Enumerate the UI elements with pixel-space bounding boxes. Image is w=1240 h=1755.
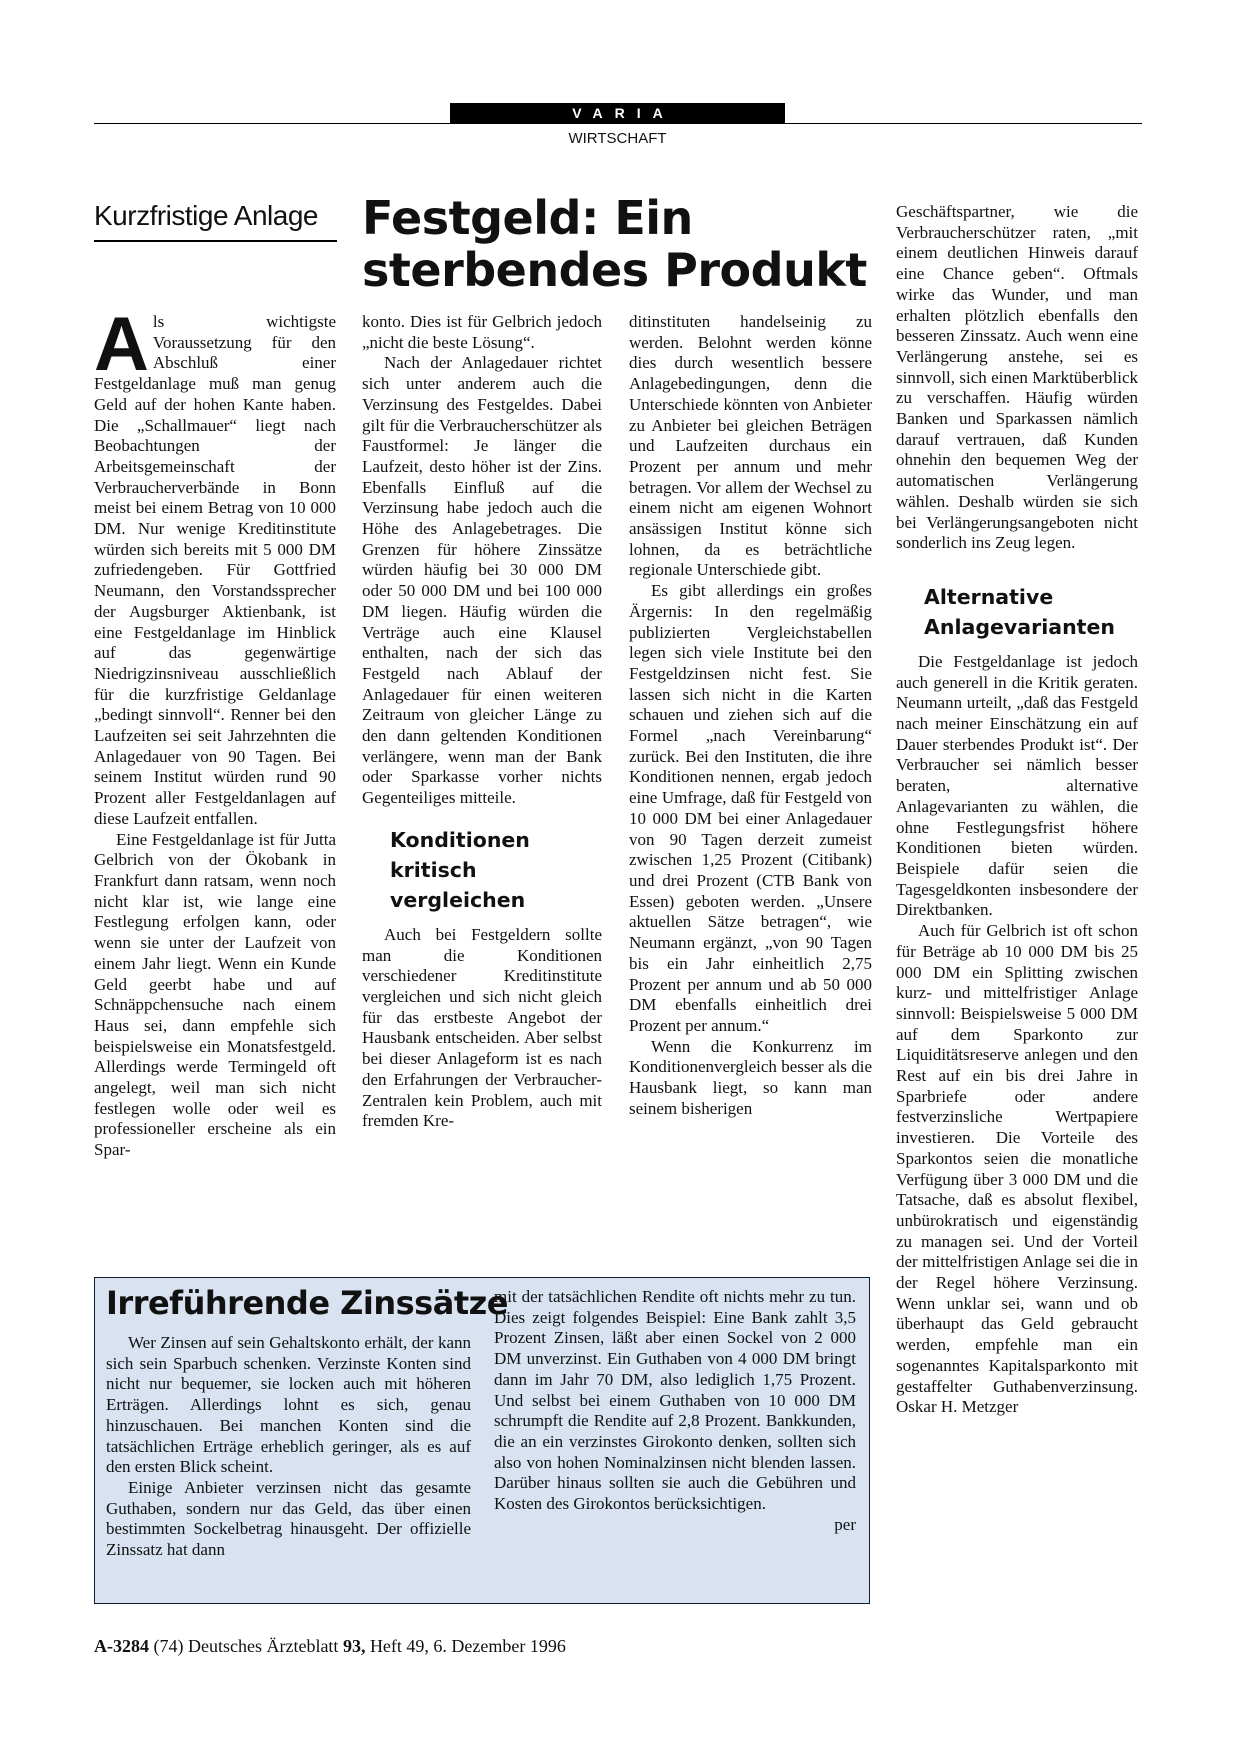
article-column-4 [896,202,1138,1418]
article-paragraph: Die Festgeldanlage ist jedoch auch generell in die Kritik geraten. Neumann urteilt, „daß das Festgeld nach meiner Einschätzung ein auf Dauer sterbendes Produkt ist“. Der Verbraucher sei nämlich besser beraten, alternative Anlagevarianten zu wählen, die ohne Festlegungsfrist höhere Konditionen bieten würden. Beispiele dafür seien die Tagesgeldkonten insbesondere der Direktbanken. [896,651,1138,920]
header-rule [94,123,1142,124]
page-footer [94,1636,566,1657]
info-box-title: Irreführende Zinssätze [106,1284,508,1322]
info-box-signature: per [834,1514,856,1534]
article-paragraph: Es gibt allerdings ein großes Ärgernis: In den regelmäßig publizierten Vergleichstabellen legen sich viele Institute bei den Festgeldzinsen nicht fest. Sie lassen sich nicht in die Karten schauen und ziehen sich auf die Formel „nach Vereinbarung“ zurück. Bei den Instituten, die ihre Konditionen nennen, ergab jedoch eine Umfrage, daß für Festgeld von 10 000 DM bei einer Anlagedauer von 90 Tagen derzeit zumeist zwischen 1,25 Prozent (Citibank) und drei Prozent (CTB Bank von Essen) geboten werden. „Unsere aktuellen Sätze betragen“, wie Neumann ergänzt, „von 90 Tagen bis ein Jahr einheitlich 2,75 Prozent per annum und ab 50 000 DM ebenfalls einheitlich drei Prozent per annum.“ [629,581,872,1035]
paragraph-text: Auch für Gelbrich ist oft schon für Beträge ab 10 000 DM bis 25 000 DM ein Splitting zwischen kurz- und mittelfristiger Anlage sinnvoll: Beispielsweise 5 000 DM auf dem Sparkonto zur Liquiditätsreserve anlegen und den Rest auf ein bis drei Jahre in Sparbriefe oder andere festverzinsliche Wertpapiere investieren. Die Vorteile des Sparkontos seien die monatliche Verfügung über 3 000 DM und die Tatsache, daß es absolut flexibel, unbürokratisch und eigenständig zu managen sei. Und der Vorteil der mittelfristigen Anlage sei die in der Regel höhere Verzinsung. Wenn unklar sei, wann und ob überhaupt das Geld gebraucht werden, empfehle man ein sogenanntes Kapitalsparkonto mit gestaffelter Guthabenverzinsung. [896,921,1138,1396]
author-byline: Oskar H. Metzger [896,1397,1019,1417]
article-paragraph: Eine Festgeldanlage ist für Jutta Gelbrich von der Ökobank in Frankfurt dann ratsam, wenn noch nicht klar ist, wie lange eine Festlegung erfolgen kann, oder wenn sie unter der Laufzeit von einem Jahr liegt. Wenn ein Kunde Geld geerbt habe und auf Schnäppchensuche nach einem Haus sei, dann empfehle sich beispielsweise ein Monatsfestgeld. Allerdings werde Termingeld oft angelegt, weil man sich nicht festlegen wolle oder weil es professioneller erscheine als ein Spar- [94,829,336,1160]
headline-line-2: sterbendes Produkt [362,243,867,297]
subheading: Konditionen kritisch vergleichen [390,827,530,912]
info-box-paragraph: mit der tatsächlichen Rendite oft nichts mehr zu tun. Dies zeigt folgendes Beispiel: Eine Bank zahlt 3,5 Prozent Zinsen, läßt aber einen Sockel von 2 000 DM unverzinst. Ein Guthaben von 4 000 DM bringt dann im Jahr 70 DM, also lediglich 1,75 Prozent. Und selbst bei einem Guthaben von 10 000 DM schrumpft die Rendite auf 2,8 Prozent. Bankkunden, die an ein verzinstes Girokonto denken, sollten sich also von hohen Nominalzinsen nicht blenden lassen. Darüber hinaus sollten sie auch die Gebühren und Kosten des Girokontos berücksichtigen. [494,1287,856,1514]
footer-volume: 93, [342,1636,366,1656]
article-paragraph [94,302,336,830]
article-paragraph: ditinstituten handelseinig zu werden. Belohnt werden könne dies durch wesentlich bessere Anlagebedingungen, denn die Unterschiede könnten von Anbieter zu Anbieter bei gleichen Beträgen und Laufzeiten durchaus ein Prozent per annum und mehr betragen. Vor allem der Wechsel zu einem nicht am eigenen Wohnort ansässigen Institut könne sich lohnen, da es beträchtliche regionale Unterschiede gibt. [629,312,872,580]
info-box-column-1 [106,1333,471,1561]
article-paragraph: Auch bei Festgeldern sollte man die Konditionen verschiedener Kreditinstitute vergleichen und sich nicht gleich für das erstbeste Angebot der Hausbank entscheiden. Aber selbst bei dieser Anlageform ist es nach den Erfahrungen der Verbraucher-Zentralen kein Problem, auch mit fremden Kre- [362,924,602,1131]
paragraph-text: ls wichtigste Voraussetzung für den Abschluß einer Festgeldanlage muß man genug Geld auf der hohen Kante haben. Die „Schallmauer“ liegt nach Beobachtungen der Arbeitsgemeinschaft der Verbraucherverbände in Bonn meist bei einem Betrag von 10 000 DM. Nur wenige Kreditinstitute würden sich bereits mit 5 000 DM zufriedengeben. Für Gottfried Neumann, den Vorstandssprecher der Augsburger Aktienbank, ist eine Festgeldanlage im Hinblick auf das gegenwärtige Niedrigzinsniveau ausschließlich für die kurzfristige Geldanlage „bedingt sinnvoll“. Renner bei den Laufzeiten sei seit Jahrzehnten die Anlagedauer von 90 Tagen. Bei seinem Institut würden rund 90 Prozent aller Festgeldanlagen auf diese Laufzeit entfallen. [94,312,336,828]
article-paragraph: Nach der Anlagedauer richtet sich unter anderem auch die Verzinsung des Festgeldes. Dabei gilt für die Verbraucherschützer als Faustformel: Je länger die Laufzeit, desto höher ist der Zins. Ebenfalls Einfluß auf die Verzinsung habe jedoch auch die Höhe des Anlagebetrages. Die Grenzen für höhere Zinssätze würden häufig bei 30 000 DM oder 50 000 DM und bei 100 000 DM liegen. Häufig würden die Verträge auch eine Klausel enthalten, nach der sich das Festgeld nach Ablauf der Anlagedauer für einen weiteren Zeitraum von gleicher Länge zu den dann geltenden Konditionen verlängere, wenn man der Bank oder Sparkasse vorher nichts Gegenteiliges mitteile. [362,353,602,808]
footer-publication: (74) Deutsches Ärzteblatt [149,1636,343,1656]
article-paragraph: Geschäftspartner, wie die Verbraucherschützer raten, „mit einem deutlichen Hinweis darauf eine Chance geben“. Oftmals wirke das Wunder, und man erhalten plötzlich ebenfalls den besseren Zinssatz. Auch wenn eine Verlängerung anstehe, sei es sinnvoll, sich einen Marktüberblick zu verschaffen. Häufig würden Banken und Sparkassen nämlich darauf vertrauen, daß Kunden ohnehin den bequemen Weg der automatischen Verlängerung wählen. Deshalb würden sie sich bei Verlängerungsangeboten nicht sonderlich ins Zeug legen. [896,202,1138,553]
subheading: Alternative Anlagevarianten [924,584,1115,639]
info-box-column-2 [494,1287,856,1535]
info-box-paragraph: Einige Anbieter verzinsen nicht das gesamte Guthaben, sondern nur das Geld, das über einen bestimmten Sockelbetrag hinausgeht. Der offizielle Zinssatz hat dann [106,1477,471,1560]
footer-issue: Heft 49, 6. Dezember 1996 [365,1636,566,1656]
kicker-underline [94,240,337,242]
page-number: A-3284 [94,1636,149,1656]
article-paragraph: konto. Dies ist für Gelbrich jedoch „nicht die beste Lösung“. [362,312,602,352]
section-label: WIRTSCHAFT [568,130,667,147]
article-paragraph: Wenn die Konkurrenz im Konditionenvergleich besser als die Hausbank liegt, so kann man seinem bisherigen [629,1036,872,1118]
headline [362,192,882,296]
article-column-1 [94,302,336,1161]
info-box-paragraph: Wer Zinsen auf sein Gehaltskonto erhält, der kann sich sein Sparbuch schenken. Verzinste Konten sind nicht nur bequemer, sie locken auch mit höheren Erträgen. Allerdings lohnt es sich, genau hinzuschauen. Bei manchen Konten sind die tatsächlichen Erträge erheblich geringer, als es auf den ersten Blick scheint. [106,1333,471,1477]
rubric-label: VARIA [572,105,675,121]
article-column-3 [629,312,872,1119]
article-column-2 [362,312,602,1132]
headline-line-1: Festgeld: Ein [362,191,693,245]
kicker: Kurzfristige Anlage [94,200,318,231]
drop-cap: A [94,302,149,387]
article-paragraph [896,921,1138,1418]
